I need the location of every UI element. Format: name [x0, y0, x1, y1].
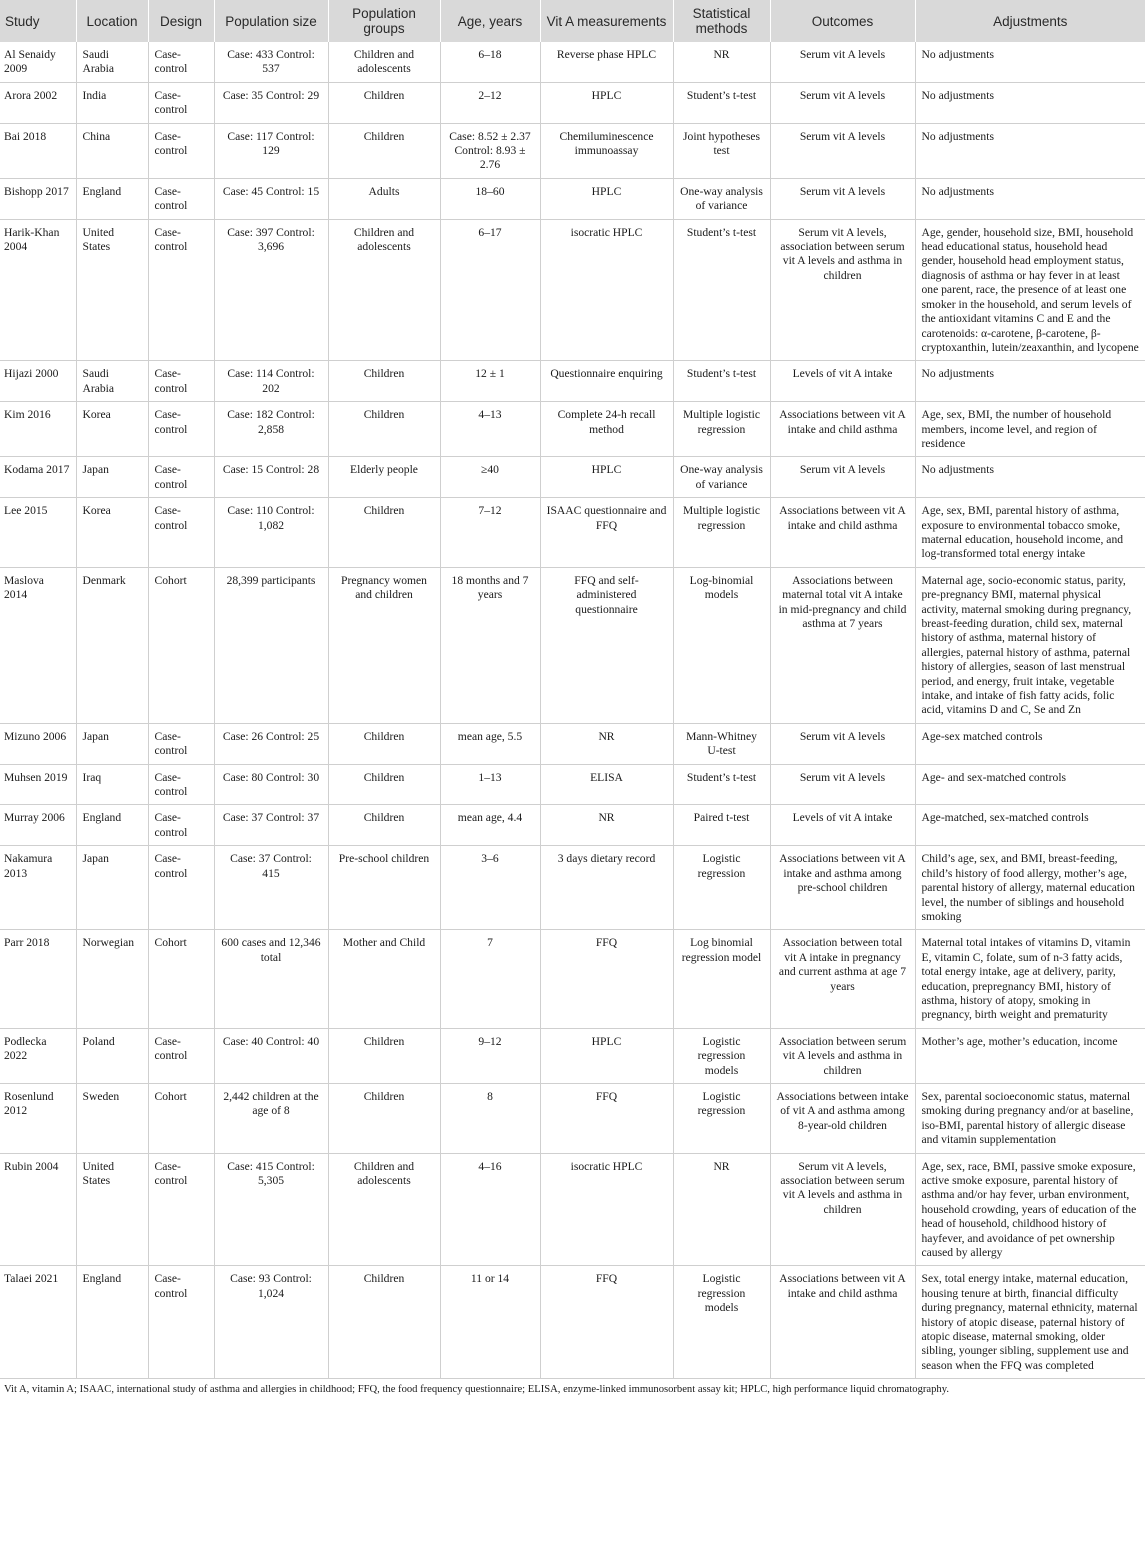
cell-study: Muhsen 2019 [0, 764, 76, 805]
cell-design: Case-control [148, 42, 214, 82]
cell-design: Case-control [148, 846, 214, 930]
cell-location: Saudi Arabia [76, 42, 148, 82]
table-row [0, 361, 1145, 402]
cell-age: mean age, 5.5 [440, 723, 540, 764]
cell-study: Rubin 2004 [0, 1153, 76, 1266]
cell-design: Case-control [148, 1028, 214, 1083]
table-header-row [0, 0, 1145, 42]
table-row [0, 1153, 1145, 1266]
cell-population-size: Case: 182 Control: 2,858 [214, 402, 328, 457]
cell-age: 1–13 [440, 764, 540, 805]
table-row [0, 930, 1145, 1028]
cell-study: Nakamura 2013 [0, 846, 76, 930]
cell-adjustments: Age, gender, household size, BMI, household head educational status, household head gender, household head employment status, diagnosis of asthma or hay fever in at least one parent, race, the presence of at least one smoker in the household, and serum levels of the antioxidant vitamins C and E and the carotenoids: α-carotene, β-carotene, β-cryptoxanthin, lutein/zeaxanthin, and lycopene [915, 219, 1145, 361]
cell-population-size: Case: 93 Control: 1,024 [214, 1266, 328, 1379]
table-row [0, 1028, 1145, 1083]
cell-statistical-method: Joint hypotheses test [673, 123, 770, 178]
table-row [0, 764, 1145, 805]
cell-outcome: Association between serum vit A levels and asthma in children [770, 1028, 915, 1083]
cell-location: England [76, 805, 148, 846]
cell-age: 8 [440, 1083, 540, 1153]
table-row [0, 42, 1145, 82]
cell-vit-a-measurement: 3 days dietary record [540, 846, 673, 930]
cell-outcome: Associations between vit A intake and asthma among pre-school children [770, 846, 915, 930]
cell-adjustments: No adjustments [915, 42, 1145, 82]
cell-outcome: Serum vit A levels [770, 123, 915, 178]
cell-outcome: Serum vit A levels, association between serum vit A levels and asthma in children [770, 1153, 915, 1266]
cell-adjustments: No adjustments [915, 178, 1145, 219]
cell-location: Japan [76, 723, 148, 764]
cell-design: Case-control [148, 498, 214, 568]
cell-study: Bishopp 2017 [0, 178, 76, 219]
cell-population-groups: Children [328, 498, 440, 568]
cell-design: Case-control [148, 219, 214, 361]
cell-statistical-method: Student’s t-test [673, 219, 770, 361]
cell-population-size: Case: 37 Control: 37 [214, 805, 328, 846]
cell-study: Mizuno 2006 [0, 723, 76, 764]
cell-population-size: Case: 110 Control: 1,082 [214, 498, 328, 568]
cell-location: United States [76, 1153, 148, 1266]
cell-population-groups: Elderly people [328, 457, 440, 498]
cell-design: Case-control [148, 1266, 214, 1379]
cell-outcome: Levels of vit A intake [770, 805, 915, 846]
cell-age: ≥40 [440, 457, 540, 498]
cell-statistical-method: Paired t-test [673, 805, 770, 846]
cell-adjustments: Sex, total energy intake, maternal education, housing tenure at birth, financial difficulty during pregnancy, maternal ethnicity, maternal history of atopic disease, paternal history of atopic disease, maternal smoking, older sibling, younger sibling, supplement use and season when the FFQ was completed [915, 1266, 1145, 1379]
cell-age: 12 ± 1 [440, 361, 540, 402]
cell-population-size: Case: 433 Control: 537 [214, 42, 328, 82]
cell-vit-a-measurement: HPLC [540, 178, 673, 219]
column-header: Vit A measurements [540, 0, 673, 42]
cell-population-groups: Children [328, 123, 440, 178]
cell-outcome: Associations between vit A intake and child asthma [770, 498, 915, 568]
cell-adjustments: Age, sex, BMI, the number of household members, income level, and region of residence [915, 402, 1145, 457]
cell-population-size: Case: 26 Control: 25 [214, 723, 328, 764]
cell-study: Hijazi 2000 [0, 361, 76, 402]
table-row [0, 178, 1145, 219]
cell-population-size: Case: 117 Control: 129 [214, 123, 328, 178]
cell-vit-a-measurement: Chemiluminescence immunoassay [540, 123, 673, 178]
cell-statistical-method: Logistic regression [673, 1083, 770, 1153]
cell-vit-a-measurement: Questionnaire enquiring [540, 361, 673, 402]
cell-vit-a-measurement: NR [540, 723, 673, 764]
cell-population-groups: Adults [328, 178, 440, 219]
cell-design: Case-control [148, 457, 214, 498]
cell-age: 2–12 [440, 82, 540, 123]
cell-outcome: Serum vit A levels [770, 723, 915, 764]
column-header: Population size [214, 0, 328, 42]
cell-statistical-method: Logistic regression [673, 846, 770, 930]
cell-age: 6–17 [440, 219, 540, 361]
cell-location: England [76, 1266, 148, 1379]
cell-location: Poland [76, 1028, 148, 1083]
cell-design: Case-control [148, 123, 214, 178]
cell-population-groups: Children [328, 82, 440, 123]
cell-location: Korea [76, 498, 148, 568]
cell-outcome: Associations between intake of vit A and asthma among 8-year-old children [770, 1083, 915, 1153]
cell-design: Case-control [148, 764, 214, 805]
cell-location: Sweden [76, 1083, 148, 1153]
cell-location: Saudi Arabia [76, 361, 148, 402]
cell-location: Norwegian [76, 930, 148, 1028]
cell-study: Lee 2015 [0, 498, 76, 568]
cell-study: Arora 2002 [0, 82, 76, 123]
cell-population-groups: Children [328, 402, 440, 457]
cell-population-groups: Pregnancy women and children [328, 567, 440, 723]
cell-study: Kodama 2017 [0, 457, 76, 498]
table-row [0, 219, 1145, 361]
cell-design: Cohort [148, 1083, 214, 1153]
cell-location: India [76, 82, 148, 123]
cell-statistical-method: Mann-Whitney U-test [673, 723, 770, 764]
cell-vit-a-measurement: ELISA [540, 764, 673, 805]
cell-study: Maslova 2014 [0, 567, 76, 723]
cell-statistical-method: Multiple logistic regression [673, 402, 770, 457]
cell-design: Case-control [148, 402, 214, 457]
cell-vit-a-measurement: Reverse phase HPLC [540, 42, 673, 82]
cell-statistical-method: NR [673, 1153, 770, 1266]
column-header: Design [148, 0, 214, 42]
cell-statistical-method: Student’s t-test [673, 764, 770, 805]
column-header: Population groups [328, 0, 440, 42]
cell-statistical-method: NR [673, 42, 770, 82]
cell-age: 7–12 [440, 498, 540, 568]
cell-design: Cohort [148, 930, 214, 1028]
cell-statistical-method: Student’s t-test [673, 361, 770, 402]
table-row [0, 457, 1145, 498]
table-row [0, 846, 1145, 930]
cell-statistical-method: Log-binomial models [673, 567, 770, 723]
table-row [0, 1266, 1145, 1379]
cell-age: 18–60 [440, 178, 540, 219]
cell-population-size: 2,442 children at the age of 8 [214, 1083, 328, 1153]
table-row [0, 567, 1145, 723]
cell-study: Murray 2006 [0, 805, 76, 846]
cell-study: Kim 2016 [0, 402, 76, 457]
cell-adjustments: Sex, parental socioeconomic status, maternal smoking during pregnancy and/or at baseline, iso-BMI, parental history of allergic disease and vitamin supplementation [915, 1083, 1145, 1153]
cell-adjustments: Mother’s age, mother’s education, income [915, 1028, 1145, 1083]
cell-vit-a-measurement: HPLC [540, 457, 673, 498]
cell-vit-a-measurement: FFQ [540, 1083, 673, 1153]
table-row [0, 123, 1145, 178]
cell-population-groups: Children and adolescents [328, 1153, 440, 1266]
cell-vit-a-measurement: FFQ and self-administered questionnaire [540, 567, 673, 723]
table-row [0, 1083, 1145, 1153]
table-row [0, 498, 1145, 568]
cell-outcome: Levels of vit A intake [770, 361, 915, 402]
cell-population-groups: Children [328, 723, 440, 764]
cell-adjustments: Maternal age, socio-economic status, parity, pre-pregnancy BMI, maternal physical activity, maternal smoking during pregnancy, breast-feeding duration, child sex, maternal history of asthma, maternal history of allergies, paternal history of asthma, paternal history of allergies, season of last menstrual period, and energy, fruit intake, vegetable intake, and intake of fish fatty acids, folic acid, vitamins D and C, Se and Zn [915, 567, 1145, 723]
cell-design: Case-control [148, 1153, 214, 1266]
cell-age: 18 months and 7 years [440, 567, 540, 723]
cell-population-groups: Children [328, 361, 440, 402]
cell-population-groups: Children and adolescents [328, 42, 440, 82]
cell-age: 7 [440, 930, 540, 1028]
cell-design: Case-control [148, 805, 214, 846]
cell-vit-a-measurement: ISAAC questionnaire and FFQ [540, 498, 673, 568]
cell-statistical-method: Logistic regression models [673, 1266, 770, 1379]
cell-age: Case: 8.52 ± 2.37 Control: 8.93 ± 2.76 [440, 123, 540, 178]
cell-population-size: 600 cases and 12,346 total [214, 930, 328, 1028]
cell-population-groups: Children [328, 764, 440, 805]
cell-outcome: Serum vit A levels [770, 42, 915, 82]
cell-age: mean age, 4.4 [440, 805, 540, 846]
cell-statistical-method: Multiple logistic regression [673, 498, 770, 568]
cell-study: Talaei 2021 [0, 1266, 76, 1379]
cell-design: Case-control [148, 361, 214, 402]
cell-adjustments: Age, sex, race, BMI, passive smoke exposure, active smoke exposure, parental history of asthma and/or hay fever, urban environment, household crowding, years of education of the head of household, childhood history of hayfever, and avoidance of pet ownership caused by allergy [915, 1153, 1145, 1266]
cell-population-size: Case: 15 Control: 28 [214, 457, 328, 498]
table-footnote: Vit A, vitamin A; ISAAC, international study of asthma and allergies in childhood; FFQ, the food frequency questionnaire; ELISA, enzyme-linked immunosorbent assay kit; HPLC, high performance liquid chromatography. [4, 1384, 949, 1396]
cell-vit-a-measurement: isocratic HPLC [540, 219, 673, 361]
cell-adjustments: No adjustments [915, 457, 1145, 498]
cell-population-groups: Children and adolescents [328, 219, 440, 361]
cell-design: Case-control [148, 723, 214, 764]
cell-study: Rosenlund 2012 [0, 1083, 76, 1153]
cell-location: Japan [76, 846, 148, 930]
cell-age: 11 or 14 [440, 1266, 540, 1379]
cell-adjustments: Age, sex, BMI, parental history of asthma, exposure to environmental tobacco smoke, maternal education, household income, and log-transformed total energy intake [915, 498, 1145, 568]
cell-population-size: 28,399 participants [214, 567, 328, 723]
cell-outcome: Associations between vit A intake and child asthma [770, 1266, 915, 1379]
cell-adjustments: No adjustments [915, 123, 1145, 178]
cell-population-size: Case: 37 Control: 415 [214, 846, 328, 930]
cell-population-size: Case: 35 Control: 29 [214, 82, 328, 123]
cell-population-groups: Children [328, 1028, 440, 1083]
cell-population-groups: Children [328, 805, 440, 846]
cell-age: 4–16 [440, 1153, 540, 1266]
cell-population-size: Case: 45 Control: 15 [214, 178, 328, 219]
cell-study: Podlecka 2022 [0, 1028, 76, 1083]
cell-outcome: Serum vit A levels [770, 764, 915, 805]
cell-outcome: Serum vit A levels [770, 82, 915, 123]
cell-statistical-method: Log binomial regression model [673, 930, 770, 1028]
cell-population-groups: Children [328, 1083, 440, 1153]
cell-outcome: Association between total vit A intake in pregnancy and current asthma at age 7 years [770, 930, 915, 1028]
cell-population-size: Case: 80 Control: 30 [214, 764, 328, 805]
cell-outcome: Serum vit A levels [770, 457, 915, 498]
cell-location: Denmark [76, 567, 148, 723]
cell-location: Japan [76, 457, 148, 498]
column-header: Adjustments [915, 0, 1145, 42]
cell-age: 4–13 [440, 402, 540, 457]
cell-location: China [76, 123, 148, 178]
cell-design: Case-control [148, 178, 214, 219]
cell-outcome: Serum vit A levels, association between serum vit A levels and asthma in children [770, 219, 915, 361]
cell-study: Bai 2018 [0, 123, 76, 178]
cell-population-size: Case: 114 Control: 202 [214, 361, 328, 402]
cell-study: Parr 2018 [0, 930, 76, 1028]
cell-vit-a-measurement: FFQ [540, 1266, 673, 1379]
cell-location: Korea [76, 402, 148, 457]
cell-vit-a-measurement: FFQ [540, 930, 673, 1028]
table-row [0, 723, 1145, 764]
column-header: Age, years [440, 0, 540, 42]
table-row [0, 805, 1145, 846]
cell-adjustments: Age-sex matched controls [915, 723, 1145, 764]
cell-age: 3–6 [440, 846, 540, 930]
cell-study: Harik-Khan 2004 [0, 219, 76, 361]
cell-location: United States [76, 219, 148, 361]
cell-age: 9–12 [440, 1028, 540, 1083]
cell-outcome: Associations between maternal total vit A intake in mid-pregnancy and child asthma at 7 years [770, 567, 915, 723]
column-header: Statistical methods [673, 0, 770, 42]
cell-statistical-method: Student’s t-test [673, 82, 770, 123]
cell-adjustments: Age- and sex-matched controls [915, 764, 1145, 805]
cell-population-size: Case: 397 Control: 3,696 [214, 219, 328, 361]
cell-age: 6–18 [440, 42, 540, 82]
cell-adjustments: Maternal total intakes of vitamins D, vitamin E, vitamin C, folate, sum of n-3 fatty acids, total energy intake, age at delivery, parity, education, prepregnancy BMI, history of asthma, history of atopy, smoking in pregnancy, birth weight and prematurity [915, 930, 1145, 1028]
cell-population-size: Case: 40 Control: 40 [214, 1028, 328, 1083]
cell-location: Iraq [76, 764, 148, 805]
cell-population-size: Case: 415 Control: 5,305 [214, 1153, 328, 1266]
cell-design: Cohort [148, 567, 214, 723]
cell-outcome: Associations between vit A intake and child asthma [770, 402, 915, 457]
cell-population-groups: Children [328, 1266, 440, 1379]
table-body [0, 42, 1145, 1379]
cell-population-groups: Mother and Child [328, 930, 440, 1028]
cell-vit-a-measurement: isocratic HPLC [540, 1153, 673, 1266]
column-header: Outcomes [770, 0, 915, 42]
cell-adjustments: No adjustments [915, 82, 1145, 123]
cell-vit-a-measurement: Complete 24-h recall method [540, 402, 673, 457]
cell-adjustments: Child’s age, sex, and BMI, breast-feeding, child’s history of food allergy, mother’s age, parental history of allergy, maternal education level, the number of siblings and household smoking [915, 846, 1145, 930]
cell-vit-a-measurement: HPLC [540, 1028, 673, 1083]
column-header: Study [5, 13, 40, 29]
cell-outcome: Serum vit A levels [770, 178, 915, 219]
cell-study: Al Senaidy 2009 [0, 42, 76, 82]
cell-adjustments: Age-matched, sex-matched controls [915, 805, 1145, 846]
cell-population-groups: Pre-school children [328, 846, 440, 930]
cell-vit-a-measurement: HPLC [540, 82, 673, 123]
table-row [0, 82, 1145, 123]
cell-statistical-method: One-way analysis of variance [673, 457, 770, 498]
cell-statistical-method: One-way analysis of variance [673, 178, 770, 219]
cell-statistical-method: Logistic regression models [673, 1028, 770, 1083]
cell-adjustments: No adjustments [915, 361, 1145, 402]
cell-vit-a-measurement: NR [540, 805, 673, 846]
cell-location: England [76, 178, 148, 219]
column-header: Location [76, 0, 148, 42]
table-row [0, 402, 1145, 457]
cell-design: Case-control [148, 82, 214, 123]
